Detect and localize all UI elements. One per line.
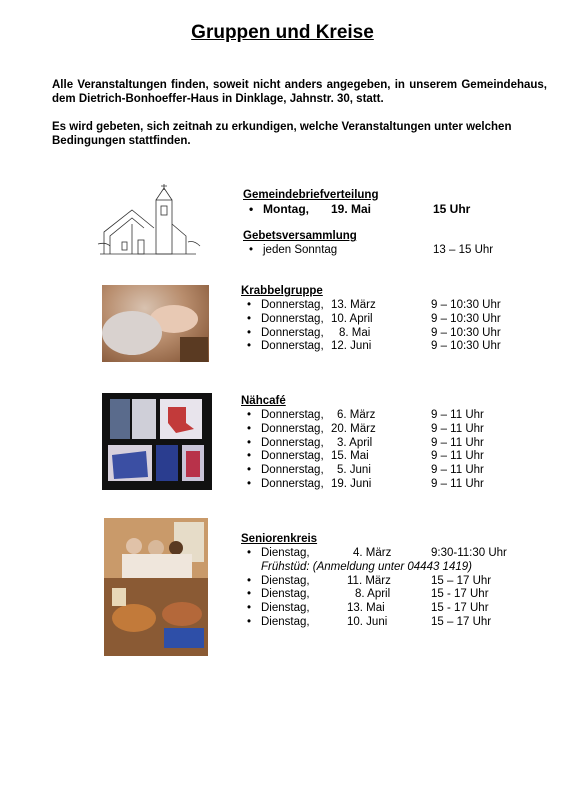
- row-time: 9 – 10:30 Uhr: [431, 340, 501, 353]
- row-date: 3. April: [337, 436, 373, 449]
- group-heading: Gebetsversammlung: [243, 230, 357, 242]
- row-date: 12. Juni: [331, 340, 372, 353]
- group-gemeindebriefverteilung: [243, 188, 471, 217]
- schedule-row: • Donnerstag, 15. Mai 9 – 11 Uhr: [247, 450, 484, 463]
- row-date: 20. März: [331, 422, 376, 435]
- row-time: 9 – 10:30 Uhr: [431, 312, 501, 325]
- schedule-row: • Donnerstag, 5. Juni 9 – 11 Uhr: [247, 464, 484, 477]
- group-heading: Seniorenkreis: [241, 533, 318, 545]
- row-date: 19. Juni: [331, 477, 372, 490]
- row-day: Donnerstag,: [261, 450, 324, 463]
- schedule-row: • Dienstag, 10. Juni 15 – 17 Uhr: [247, 615, 492, 628]
- row-day: Dienstag,: [261, 615, 310, 628]
- schedule-row: [243, 202, 471, 217]
- intro-paragraph-notice: Es wird gebeten, sich zeitnah zu erkundigen, welche Veranstaltungen unter welchen Bedingungen stattfinden.: [52, 121, 512, 147]
- row-time: 9 – 10:30 Uhr: [431, 299, 501, 311]
- row-date: 11. März: [347, 574, 391, 587]
- row-day: Donnerstag,: [261, 299, 324, 311]
- row-day: Montag,: [263, 202, 309, 216]
- group-gebetsversammlung: [243, 229, 494, 258]
- row-time: 9 – 11 Uhr: [431, 464, 484, 477]
- row-day: Donnerstag,: [261, 340, 324, 353]
- schedule-row: • Dienstag, 11. März 15 – 17 Uhr: [247, 574, 492, 587]
- row-date: 5. Juni: [337, 464, 371, 477]
- row-day: Dienstag,: [261, 588, 310, 601]
- row-date: 10. Juni: [347, 615, 388, 628]
- bullet-marker: •: [249, 202, 254, 216]
- group-heading: Gemeindebriefverteilung: [243, 189, 379, 201]
- row-day: Donnerstag,: [261, 436, 324, 449]
- row-time: 13 – 15 Uhr: [433, 244, 494, 256]
- schedule-row: • Donnerstag, 20. März 9 – 11 Uhr: [247, 422, 484, 435]
- baby-feet-photo: [102, 285, 209, 362]
- row-date: 10. April: [331, 312, 373, 325]
- group-heading: Nähcafé: [241, 395, 286, 407]
- row-time: 9 – 11 Uhr: [431, 422, 484, 435]
- row-date: 6. März: [337, 409, 376, 421]
- row-time: 9 – 11 Uhr: [431, 450, 484, 463]
- row-time: 15 – 17 Uhr: [431, 615, 492, 628]
- row-time: 9 – 11 Uhr: [431, 436, 484, 449]
- row-time: 9:30-11:30 Uhr: [431, 547, 507, 559]
- group-naehcafe: [241, 394, 484, 492]
- row-day: Dienstag,: [261, 602, 310, 615]
- breakfast-note: Frühstüd: (Anmeldung unter 04443 1419): [261, 560, 472, 573]
- row-date: 13. Mai: [347, 602, 385, 615]
- group-seniorenkreis: [241, 532, 507, 630]
- row-day: Donnerstag,: [261, 422, 324, 435]
- page-title: Gruppen und Kreise: [191, 22, 374, 43]
- schedule-row: • Donnerstag, 12. Juni 9 – 10:30 Uhr: [247, 340, 501, 353]
- row-day: Donnerstag,: [261, 326, 324, 339]
- row-date: 8. Mai: [339, 326, 371, 339]
- row-time: 9 – 11 Uhr: [431, 409, 484, 421]
- schedule-row: • Dienstag, 4. März 9:30-11:30 Uhr: [247, 547, 507, 559]
- row-date: 15. Mai: [331, 450, 369, 463]
- row-day: jeden Sonntag: [263, 244, 338, 256]
- row-time: 15 - 17 Uhr: [431, 588, 489, 601]
- row-day: Donnerstag,: [261, 409, 324, 421]
- group-heading: Krabbelgruppe: [241, 285, 323, 297]
- schedule-row: • Donnerstag, 19. Juni 9 – 11 Uhr: [247, 477, 484, 490]
- schedule-row: • Dienstag, 13. Mai 15 - 17 Uhr: [247, 602, 489, 615]
- row-time: 9 – 10:30 Uhr: [431, 326, 501, 339]
- row-time: 15 - 17 Uhr: [431, 602, 489, 615]
- row-day: Dienstag,: [261, 574, 310, 587]
- intro-paragraph-location: Alle Veranstaltungen finden, soweit nicht anders angegeben, in unserem Gemeindehaus, dem Dietrich-Bonhoeffer-Haus in Dinklage, Jahnstr. 30, statt.: [52, 79, 547, 105]
- row-day: Dienstag,: [261, 547, 310, 559]
- row-date: 8. April: [355, 588, 391, 601]
- schedule-row: • Donnerstag, 8. Mai 9 – 10:30 Uhr: [247, 326, 501, 339]
- seniors-breakfast-photo: [104, 518, 208, 656]
- row-date: 19. Mai: [331, 202, 372, 216]
- row-date: 13. März: [331, 299, 376, 311]
- row-time: 15 Uhr: [433, 202, 471, 216]
- row-time: 9 – 11 Uhr: [431, 477, 484, 490]
- group-krabbelgruppe: [241, 284, 501, 354]
- row-day: Donnerstag,: [261, 464, 324, 477]
- schedule-row: • Donnerstag, 13. März 9 – 10:30 Uhr: [247, 299, 501, 311]
- row-time: 15 – 17 Uhr: [431, 574, 492, 587]
- sewing-cafe-collage: [102, 393, 212, 490]
- schedule-row: • Donnerstag, 10. April 9 – 10:30 Uhr: [247, 312, 501, 325]
- bullet-marker: •: [249, 244, 254, 256]
- row-day: Donnerstag,: [261, 312, 324, 325]
- row-date: 4. März: [353, 547, 392, 559]
- schedule-row: • Dienstag, 8. April 15 - 17 Uhr: [247, 588, 489, 601]
- row-day: Donnerstag,: [261, 477, 324, 490]
- schedule-row: [243, 244, 494, 258]
- church-sketch-image: [96, 184, 204, 260]
- schedule-row: • Donnerstag, 3. April 9 – 11 Uhr: [247, 436, 484, 449]
- schedule-row: • Donnerstag, 6. März 9 – 11 Uhr: [247, 409, 484, 421]
